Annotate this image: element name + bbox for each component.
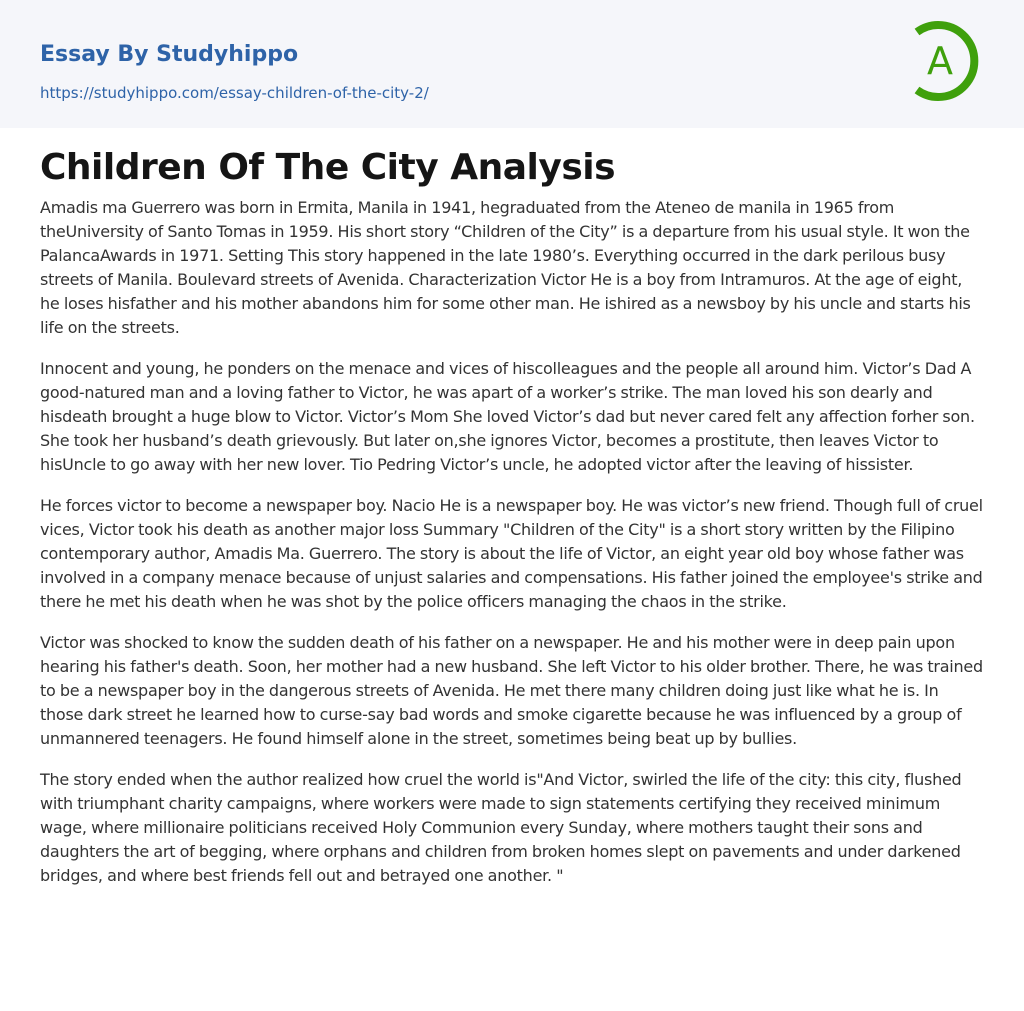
article (0, 128, 1024, 888)
brand-title[interactable]: Essay By Studyhippo (40, 42, 299, 67)
essay-url-link[interactable]: https://studyhippo.com/essay-children-of-the-city-2/ (40, 84, 429, 102)
page-title: Children Of The City Analysis (40, 147, 616, 188)
paragraph: Victor was shocked to know the sudden death of his father on a newspaper. He and his mother were in deep pain upon hearing his father's death. Soon, her mother had a new husband. She left Victor to his older brother. There, he was trained to be a newspaper boy in the dangerous streets of Avenida. He met there many children doing just like what he is. In those dark street he learned how to curse-say bad words and smoke cigarette because he was influenced by a group of unmannered teenagers. He found himself alone in the street, sometimes being beat up by bullies. (40, 633, 983, 748)
logo-letter: A (927, 39, 953, 83)
paragraph: The story ended when the author realized how cruel the world is"And Victor, swirled the life of the city: this city, flushed with triumphant charity campaigns, where workers were made to sign statements certifying they received minimum wage, where millionaire politicians received Holy Communion every Sunday, where mothers taught their sons and daughters the art of begging, where orphans and children from broken homes slept on pavements and under darkened bridges, and where best friends fell out and betrayed one another. " (40, 770, 962, 885)
studyhippo-logo-icon[interactable] (905, 18, 989, 104)
paragraph: Amadis ma Guerrero was born in Ermita, Manila in 1941, hegraduated from the Ateneo de manila in 1965 from theUniversity of Santo Tomas in 1959. His short story “Children of the City” is a departure from his usual style. It won the PalancaAwards in 1971. Setting This story happened in the late 1980’s. Everything occurred in the dark perilous busy streets of Manila. Boulevard streets of Avenida. Characterization Victor He is a boy from Intramuros. At the age of eight, he loses hisfather and his mother abandons him for some other man. He ishired as a newsboy by his uncle and starts his life on the streets. (40, 198, 971, 337)
site-header (0, 0, 1024, 128)
paragraph: He forces victor to become a newspaper boy. Nacio He is a newspaper boy. He was victor’s new friend. Though full of cruel vices, Victor took his death as another major loss Summary "Children of the City" is a short story written by the Filipino contemporary author, Amadis Ma. Guerrero. The story is about the life of Victor, an eight year old boy whose father was involved in a company menace because of unjust salaries and compensations. His father joined the employee's strike and there he met his death when he was shot by the police officers managing the chaos in the strike. (40, 496, 983, 611)
paragraph: Innocent and young, he ponders on the menace and vices of hiscolleagues and the people all around him. Victor’s Dad A good-natured man and a loving father to Victor, he was apart of a worker’s strike. The man loved his son dearly and hisdeath brought a huge blow to Victor. Victor’s Mom She loved Victor’s dad but never cared felt any affection forher son. She took her husband’s death grievously. But later on,she ignores Victor, becomes a prostitute, then leaves Victor to hisUncle to go away with her new lover. Tio Pedring Victor’s uncle, he adopted victor after the leaving of hissister. (40, 359, 975, 474)
